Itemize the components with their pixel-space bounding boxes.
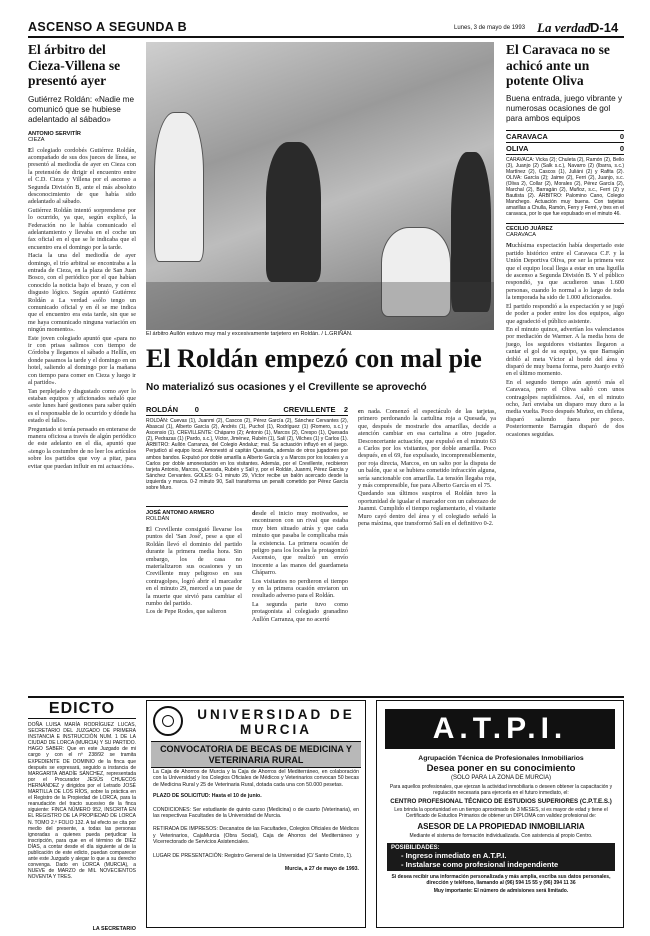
atpi-importante: Muy importante: El número de admisiones será limitado.: [433, 888, 569, 894]
atpi-centro: CENTRO PROFESIONAL TÉCNICO DE ESTUDIOS SUPERIORES (C.P.T.E.S.): [390, 798, 612, 805]
atpi-para2: Les brinda la oportunidad en un tiempo aproximado de 3 MESES, si es mayor de edad y tiene el Certificado de Estudios Primarios de obtener un DIPLOMA con validez profesional de:: [394, 807, 608, 819]
main-col-2: [252, 510, 348, 680]
right-scoreline-home: CARAVACA 0: [506, 131, 624, 141]
page-number: D-14: [590, 20, 619, 35]
atpi-text: [383, 755, 619, 894]
team-away: CREVILLENTE 2: [283, 405, 348, 414]
scorebox-rule: [146, 506, 348, 507]
match-photo: [146, 42, 494, 330]
left-article-author: ANTONIO SERVITÍR: [28, 130, 81, 137]
right-scoreline-away: OLIVA 0: [506, 143, 624, 153]
left-article-title: El árbitro del Cieza-Villena se presentó ayer: [28, 42, 121, 88]
right-article-location: CARAVACA: [506, 232, 536, 239]
becas-plazo: PLAZO DE SOLICITUD: Hasta el 10 de junio.: [153, 793, 262, 800]
main-col-3: [358, 408, 496, 680]
paragraph: En el segundo tiempo aún apretó más el Caravaca, pero el Oliva salió con unos contragolpes rapidísimos. Así, en el minuto ocho, Jarí enviaba un disparo muy duro a la media vuelta. Poco después Muñoz, en chilena, disparó saliendo fuera por poco. Posteriormente Barragán disparó de dos ocasiones seguidas.: [506, 378, 624, 438]
paragraph: La segunda parte tuvo como protagonista al colegiado granadino Aullón Carranza, que no acertó: [252, 600, 348, 623]
paragraph: Los visitantes no perdieron el tiempo y en la primera ocasión enviaron un resultado adverso para el Roldán.: [252, 577, 348, 600]
paragraph: Hacia la una del mediodía de ayer domingo, el trío arbitral se encontraba a la entrada de Cieza, en la plaza de San Juan Bosco, con el periódico por el que habían conocido la noticia bajo el brazo, y con el disgusto lógico. Según apuntó Gutiérrez Roldán a La verdad «sólo tengo un comunicado oficial y en él se me indica que el encuentro era esta tarde, sin que se me haya comunicado ninguna variación en ningún momento».: [28, 252, 136, 334]
edicto-title: EDICTO: [28, 700, 136, 719]
atpi-para4: Si desea recibir una información personalizada y más amplia, escriba sus datos personales, dirección y teléfono, llamando al (96) 594 15 55 y (96) 394 11 36: [391, 874, 611, 886]
edicto-body: DOÑA LUISA MARÍA RODRÍGUEZ LUCAS, SECRETARIO DEL JUZGADO DE PRIMERA INSTANCIA E INSTRUCCIÓN NUM. 1 DE LA CIUDAD DE LORCA (MURCIA) Y SU PARTIDO. HAGO SABER: Que en este Juzgado de mi cargo y con el nº 238/92 se tramita EXPEDIENTE DE DOMINIO de la finca que después se expresará, seguido a instancia de MARGARITA ABADÍE SÁNCHEZ, representada por el Procurador JESÚS CHUECOS HERNÁNDEZ y dirigidos por el Letrado JOSÉ MARTILLA DE LOS RÍOS, sobre la práctica en el Registro de la Propiedad de LORCA, para la reanudación del tracto sucesivo de la finca siguiente: FINCA NÚMERO 952, INSCRITA EN EL REGISTRO DE LA PROPIEDAD DE LORCA N. TOMO 2.º FOLIO 132. A tal efecto se cita por medio del presente, a todas las personas ignoradas a quienes pueda perjudicar la inscripción, para que en el término de DIEZ DÍAS, a contar desde el día siguiente al de la publicación de este edicto, puedan comparecer ante este Juzgado y alegar lo que a su derecho convenga. Dado en LORCA (MURCIA), a NUEVE de MARZO de MIL NOVECIENTOS NOVENTA Y TRES.: [28, 722, 136, 881]
paragraph: El partido respondió a la expectación y se jugó de poder a poder entre los dos equipos, algo que agradeció el público asistente.: [506, 302, 624, 325]
left-article-location: CIEZA: [28, 136, 45, 143]
becas-lugar: LUGAR DE PRESENTACIÓN: Registro General de la Universidad (C/ Santo Cristo, 1).: [153, 852, 353, 859]
atpi-line3: (SOLO PARA LA ZONA DE MURCIA): [451, 775, 551, 781]
main-article-subtitle: No materializó sus ocasiones y el Crevillente se aprovechó: [146, 382, 427, 393]
main-article-author: JOSÉ ANTONIO ARMERO: [146, 510, 215, 516]
becas-retirada: RETIRADA DE IMPRESOS: Decanatos de las Facultades, Colegios Oficiales de Médicos y Veterinarios, CajaMurcia (Obra Social), Caja de Ahorros del Mediterráneo y Vicerrectorado de Servicios Asistenciales.: [153, 826, 359, 846]
paragraph: El Crevillente consiguió llevarse los puntos del 'San José', pese a que el Roldán llevó el dominio del partido durante la primera media hora. Sin embargo, los de casa no materializaron sus ocasiones y un Crevillente muy peligroso en sus contragolpes, logró abrir el marcador en el minuto 29, merced a un pase de la muerte que sirvió para cambiar el rumbo del partido.: [146, 526, 242, 608]
main-scorebox: [146, 405, 348, 505]
atpi-logo: A.T.P.I.: [385, 709, 615, 749]
photo-field-line: [146, 282, 494, 330]
edicto-signature: LA SECRETARIO: [92, 926, 136, 932]
paragraph: Preguntado si tenía pensado en enterarse de manera oficiosa a través de algún periódico de este adelanto en el día, apuntó que «tengo la costumbre de no leer los artículos sobre los partidos que voy a pitar, para evitar que puedan influir en mi actuación».: [28, 425, 136, 470]
atpi-line2: Desea poner en su conocimiento: [426, 763, 576, 774]
becas-text: [153, 769, 359, 872]
main-lineups: ROLDÁN: Cuevas (1), Juanmi (2), Cascos (2), Pérez García (2), Sánchez Cervantes (2), Abascal (1), Alberto García (2), Andrés (1), Puchol (1), Rodríguez (1) (Romero, s.c.) y Ascensio (1). CREVILLENTE: Cháparro (2); Antonio (1), Marcos (2), Crespo (1), Quesada (2), Pedrazas (1) (Pardo, s.c.), Víctor, Jiménez, Rubén (1), Salí (2), Vilches (1) y Carlos (1). ÁRBITRO: Aullón Carranza, del Colegio Andaluz; mal. Su actuación influyó en el juego. Perjudicó al equipo local. Amonestó al capitán Quesada, además de otros jugadores por ambos bandos. Expulsó por doble amarilla a Alberto García y a Marcos por los locales y a Carlos por doble amonestación en los visitantes. Además, por el Crevillente, recibieron tarjeta Antonio, Marcos, Quesada, Rubén y Salí y, por el Roldán, Juanmi, Pérez García y Sánchez Cervantes. GOLES: 0-1 minuto 29, Víctor recibe un balón acercado desde la izquierda y marca. 0-2 minuto 90, Salí transforma un penalti cometido por Pérez García sobre Muro.: [146, 418, 348, 492]
paragraph: Los de Pepe Rodes, que salieron: [146, 608, 227, 616]
right-article-subtitle: Buena entrada, juego vibrante y numerosas ocasiones de gol para ambos equipos: [506, 93, 623, 123]
right-lineups: CARAVACA: Vicka (2); Chuleta (2), Ramón (2), Bello (3), Juanjo (2) (Salk s.c.), Navarro (2) (Ibarra, s.c.) Martínez (2), Cascos (1), Juliáni (2) y Rafita (2). OLIVA: García (2); Jaime (2), Ferri (2), Juanjo, s.c. (Oliva 2), Collar (2), Morales (2), Pérez García (2), Marchal (2), Barragán (2), Muñoz, s.c., Ferri (2) y Bautista (2). ÁRBITRO: Palomino Cano, Colegio Manchego. Actuación muy buena. Con tarjetas amarillas a Chulla, Ramón, Ferry y Ferré, y tres en el caravaca, por lo que fue expulsado en el minuto 46.: [506, 156, 624, 218]
photo-caption: El árbitro Aullón estuvo muy mal y excesivamente tarjetero en Roldán. / L.GRIÑÁN.: [146, 331, 353, 337]
paragraph: En el minuto quince, advertían los valencianos por mediación de Warmer. A la media hora de juego, los seguidores visitantes llegaron a cantar el gol de su equipo, ya que Barragán dribló al meta Víctor al borde del área y disparó de muy buena forma, pero Juanjo evitó en el último momento.: [506, 325, 624, 378]
university-seal: [153, 706, 183, 736]
left-article: [28, 42, 136, 692]
atpi-ad: [376, 700, 624, 928]
right-article: [506, 42, 624, 692]
photo-figure: [266, 142, 321, 282]
left-article-subtitle: Gutiérrez Roldán: «Nadie me comunicó que se hubiese adelantado al sábado»: [28, 94, 135, 124]
paragraph: El colegiado cordobés Gutiérrez Roldán, acompañado de sus dos jueces de línea, se presentó al mediodía de ayer en Cieza con la pretensión de dirigir el encuentro entre el C.D. Cieza y Villena por el ascenso a Segunda División B, ante el más absoluto desconocimiento de que había sido adelantado al sábado.: [28, 146, 136, 206]
newspaper-name: La verdad: [537, 20, 591, 35]
ads-divider-rule: [28, 696, 624, 698]
atpi-posib-title: POSIBILIDADES:: [391, 845, 440, 851]
becas-banner: CONVOCATORIA DE BECAS DE MEDICINA Y VETERINARIA RURAL: [151, 741, 361, 768]
paragraph: Quedando sus últimos suspiros el Roldán tuvo la oportunidad de igualar el marcador con un cabezazo de Juanmi. Cumplido el tiempo reglamentario, el visitante Muro cayó dentro del área y el colegiado señaló la pena máxima, que transformó Salí en el definitivo 0-2.: [358, 490, 496, 528]
university-name: UNIVERSIDAD DE MURCIA: [197, 707, 355, 737]
atpi-posib2: - Instalarse como profesional independiente: [401, 860, 559, 869]
main-col-1-body: [146, 526, 242, 616]
main-article-title: El Roldán empezó con mal pie: [146, 344, 482, 373]
right-article-body: [506, 242, 624, 438]
atpi-para1: Para aquellos profesionales, que ejerzan la actividad inmobiliaria o deseen obtener la capacitación y regulación necesaria para ejercerla en el futuro inmediato, el:: [389, 784, 613, 796]
universidad-ad: [146, 700, 366, 928]
paragraph: Muchísima expectación había despertado este partido histórico entre el Caravaca C.F. y la Unión Deportiva Oliva, por ser la primera vez que el equipo local llega a estar en una liguilla de ascenso a Segunda División B. Y el público respondió, ya que acudieron unas 1.600 personas, cuando lo normal a lo largo de toda la temporada ha sido de 1.000 aficionados.: [506, 242, 624, 302]
paragraph: en nada. Comenzó el espectáculo de las tarjetas, primero perdonando la cartulina roja a Quesada, ya que, después de mostrarle dos amarillas, decide a atención cambiar en esa cartulina a otro jugador. Desconcertante actuación, que expulsó en el minuto 63 a Carlos por los visitantes, por doble amarilla. Poco después, en el 69, fue expulsado, incomprensiblemente, por roja directa, Marcos, en un salto por la disputa de un balón, que si se hubiera cometido infracción alguna, sería sancionable con amarilla. La tensión llegaba roja, y más comprensible, fue para Alberto García en el 75.: [358, 408, 496, 490]
paragraph: Este joven colegiado apuntó que «para no ir con prisas salimos con tiempo de Córdoba y llegamos el sábado a Hellín, en donde pasamos la tarde y el domingo en un hotel, saliendo al domingo por la mañana con tiempo para comer en Cieza y luego ir al partido».: [28, 334, 136, 387]
paragraph: Tan perplejado y disgustado como ayer lo estaban equipos y aficionados señaló que «este lunes haré gestiones para saber quién es el responsable de lo ocurrido y dónde ha estado el fallo».: [28, 387, 136, 425]
atpi-posib1: - Ingreso inmediato en A.T.P.I.: [401, 851, 507, 860]
right-article-title: El Caravaca no se achicó ante un potente Oliva: [506, 42, 610, 88]
paragraph: desde el inicio muy motivados, se encontraron con un rival que estaba muy bien situado atrás y que cada minuto que pasaba le complicaba más la existencia. La primera ocasión de peligro para los locales la protagonizó Ascensio, que realizó un envío inocente a las manos del guardameta Cháparro.: [252, 510, 348, 577]
atpi-posibilidades-box: [387, 843, 615, 871]
scoreline: [146, 405, 348, 416]
main-col-1: [146, 510, 242, 680]
atpi-line1: Agrupación Técnica de Profesionales Inmobiliarios: [418, 755, 584, 762]
right-article-author: CECILIO JUÁREZ: [506, 223, 624, 232]
paragraph: Gutiérrez Roldán intentó sorprenderse por lo ocurrido, ya que, según explicó, la Federación no le había comunicado el adelantamiento y llevaba en el coche un fax oficial en el que se le indicaba que el encuentro era el domingo por la tarde.: [28, 206, 136, 251]
left-article-body: [28, 147, 136, 470]
atpi-para3: Mediante el sistema de formación individualizada. Con asistencia al propio Centro.: [409, 833, 593, 839]
main-article-location: ROLDÁN: [146, 516, 170, 522]
edicto-ad: [28, 700, 136, 932]
section-header: ASCENSO A SEGUNDA B: [28, 20, 188, 34]
header-date: Lunes, 3 de mayo de 1993: [454, 25, 526, 31]
team-home: ROLDÁN 0: [146, 405, 199, 414]
photo-figure: [154, 112, 204, 262]
header-rule: [28, 36, 624, 38]
becas-fecha: Murcia, a 27 de mayo de 1993.: [284, 866, 359, 873]
becas-intro: La Caja de Ahorros de Murcia y la Caja de Ahorros del Mediterráneo, en colaboración con la Universidad y los Colegios Oficiales de Médicos y Veterinarios convocan 50 becas de Medicina Rural y 25 de Veterinaria Rural, dotada cada una con 50.000 pesetas.: [153, 769, 359, 788]
atpi-asesor: ASESOR DE LA PROPIEDAD INMOBILIARIA: [417, 822, 585, 831]
becas-condiciones: CONDICIONES: Ser estudiante de quinto curso (Medicina) o de cuarto (Veterinaria), en las respectivas Facultades de la Universidad de Murcia.: [153, 806, 359, 820]
